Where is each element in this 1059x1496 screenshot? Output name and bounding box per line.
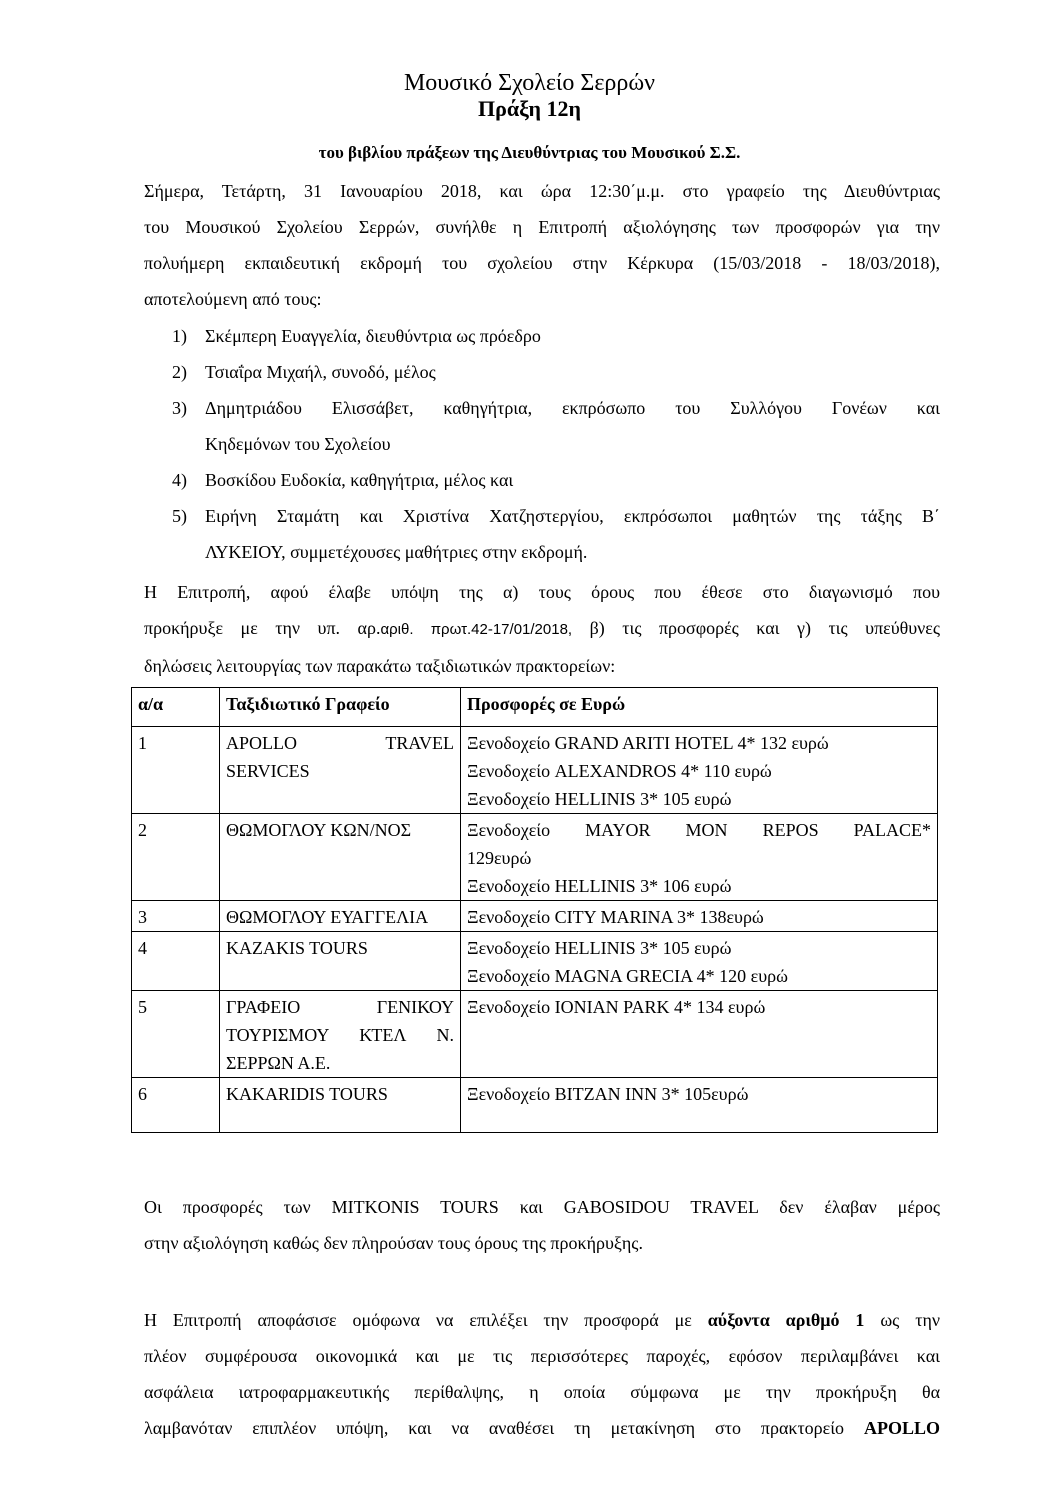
school-title: Μουσικό Σχολείο Σερρών <box>403 70 656 96</box>
agency-name: KAKARIDIS TOURS <box>220 1078 461 1133</box>
committee-line-text: β) τις προσφορές και γ) τις υπεύθυνες <box>572 618 940 638</box>
row-number: 5 <box>132 991 220 1078</box>
act-subtitle: του βιβλίου πράξεων της Διευθύντριας του Μουσικού Σ.Σ. <box>318 143 741 162</box>
row-number: 4 <box>132 932 220 991</box>
column-header: Προσφορές σε Ευρώ <box>461 688 938 727</box>
offers-cell <box>461 932 938 991</box>
list-item-text: Δημητριάδου Ελισσάβετ, καθηγήτρια, εκπρόσωπο του Συλλόγου Γονέων και <box>205 398 940 418</box>
list-item <box>172 354 940 390</box>
selected-agency: APOLLO <box>863 1418 940 1438</box>
agency-name: ΓΡΑΦΕΙΟ ΓΕΝΙΚΟΥ ΤΟΥΡΙΣΜΟΥ ΚΤΕΛ Ν. ΣΕΡΡΩΝ Α.Ε. <box>220 991 461 1078</box>
offer-item: Ξενοδοχείο HELLINIS 3* 106 ευρώ <box>467 876 732 896</box>
table-row <box>132 727 938 814</box>
list-item-text: Τσιαΐρα Μιχαήλ, συνοδό, μέλος <box>205 362 436 382</box>
table-row <box>132 991 938 1078</box>
list-item-text: Βοσκίδου Ευδοκία, καθηγήτρια, μέλος και <box>205 470 514 490</box>
row-number: 6 <box>132 1078 220 1133</box>
row-number: 3 <box>132 901 220 932</box>
decision-line: ασφάλεια ιατροφαρμακευτικής περίθαλψης, η οποία σύμφωνα με την προκήρυξη θα <box>144 1382 940 1402</box>
list-item-text: Σκέμπερη Ευαγγελία, διευθύντρια ως πρόεδρο <box>205 326 541 346</box>
offer-item: 129ευρώ <box>467 848 532 868</box>
committee-line: δηλώσεις λειτουργίας των παρακάτω ταξιδιωτικών πρακτορείων: <box>144 656 616 676</box>
intro-line: αποτελούμενη από τους: <box>144 289 322 309</box>
list-item-number: 1) <box>172 326 187 346</box>
intro-line: του Μουσικού Σχολείου Σερρών, συνήλθε η Επιτροπή αξιολόγησης των προσφορών για την <box>144 217 940 237</box>
list-item-text: ΛΥΚΕΙΟΥ, συμμετέχουσες μαθήτριες στην εκδρομή. <box>205 542 588 562</box>
offers-cell <box>461 727 938 814</box>
excluded-line: Οι προσφορές των MITKONIS TOURS και GABOSIDOU TRAVEL δεν έλαβαν μέρος <box>144 1197 940 1217</box>
table-row <box>132 1078 938 1133</box>
offer-item: Ξενοδοχείο IONIAN PARK 4* 134 ευρώ <box>467 997 766 1017</box>
intro-line: Σήμερα, Τετάρτη, 31 Ιανουαρίου 2018, και ώρα 12:30΄μ.μ. στο γραφείο της Διευθύντριας <box>144 181 940 201</box>
row-number: 1 <box>132 727 220 814</box>
offer-item: Ξενοδοχείο MAGNA GRECIA 4* 120 ευρώ <box>467 966 788 986</box>
offer-item: Ξενοδοχείο BITZAN INN 3* 105ευρώ <box>467 1084 749 1104</box>
table-header-row <box>132 688 938 727</box>
offer-item: Ξενοδοχείο HELLINIS 3* 105 ευρώ <box>467 938 732 958</box>
list-item-number: 2) <box>172 362 187 382</box>
agency-name: KAZAKIS TOURS <box>220 932 461 991</box>
offer-item: Ξενοδοχείο GRAND ARITI HOTEL 4* 132 ευρώ <box>467 733 829 753</box>
committee-paragraph <box>144 574 940 684</box>
table-row <box>132 814 938 901</box>
offers-cell <box>461 991 938 1078</box>
agency-name: ΘΩΜΟΓΛΟΥ ΕΥΑΓΓΕΛΙΑ <box>220 901 461 932</box>
agency-name: APOLLO TRAVEL SERVICES <box>220 727 461 814</box>
intro-line: πολυήμερη εκπαιδευτική εκδρομή του σχολείου στην Κέρκυρα (15/03/2018 - 18/03/2018), <box>144 253 940 273</box>
decision-line-text: Η Επιτροπή αποφάσισε ομόφωνα να επιλέξει την προσφορά με <box>144 1310 708 1330</box>
row-number: 2 <box>132 814 220 901</box>
offer-item: Ξενοδοχείο HELLINIS 3* 105 ευρώ <box>467 789 732 809</box>
decision-line <box>144 1302 940 1338</box>
column-header: α/α <box>132 688 220 727</box>
excluded-paragraph <box>144 1189 940 1261</box>
decision-line-text: ως την <box>864 1310 940 1330</box>
decision-line: πλέον συμφέρουσα οικονομικά και με τις περισσότερες παροχές, εφόσον περιλαμβάνει και <box>144 1346 940 1366</box>
offers-table <box>131 687 938 1133</box>
intro-paragraph <box>144 173 940 317</box>
list-item <box>172 462 940 498</box>
offer-item: Ξενοδοχείο CITY MARINA 3* 138ευρώ <box>467 907 764 927</box>
list-item-text: Κηδεμόνων του Σχολείου <box>205 434 391 454</box>
act-title: Πράξη 12η <box>478 96 581 121</box>
list-item <box>172 318 940 354</box>
table-row <box>132 932 938 991</box>
committee-members-list <box>172 318 940 570</box>
list-item-number: 4) <box>172 470 187 490</box>
protocol-reference: αριθ. πρωτ.42-17/01/2018, <box>380 621 573 638</box>
column-header: Ταξιδιωτικό Γραφείο <box>220 688 461 727</box>
offers-cell <box>461 901 938 932</box>
table-row <box>132 901 938 932</box>
list-item <box>172 498 940 570</box>
list-item <box>172 390 940 462</box>
agency-name: ΘΩΜΟΓΛΟΥ ΚΩΝ/ΝΟΣ <box>220 814 461 901</box>
decision-line <box>144 1410 940 1446</box>
offers-cell <box>461 814 938 901</box>
list-item-text: Ειρήνη Σταμάτη και Χριστίνα Χατζηστεργίου, εκπρόσωποι μαθητών της τάξης Β΄ <box>205 506 940 526</box>
offer-item: Ξενοδοχείο MAYOR MON REPOS PALACE* <box>467 820 931 840</box>
committee-line: Η Επιτροπή, αφού έλαβε υπόψη της α) τους όρους που έθεσε στο διαγωνισμό που <box>144 582 940 602</box>
excluded-line: στην αξιολόγηση καθώς δεν πληρούσαν τους όρους της προκήρυξης. <box>144 1233 643 1253</box>
offer-item: Ξενοδοχείο ALEXANDROS 4* 110 ευρώ <box>467 761 772 781</box>
selected-offer-number: αύξοντα αριθμό 1 <box>707 1310 865 1330</box>
offers-cell <box>461 1078 938 1133</box>
list-item-number: 5) <box>172 506 187 526</box>
decision-paragraph <box>144 1302 940 1446</box>
committee-line <box>144 610 940 648</box>
decision-line-text: λαμβανόταν επιπλέον υπόψη, και να αναθέσει τη μετακίνηση στο πρακτορείο <box>144 1418 864 1438</box>
committee-line-text: προκήρυξε με την υπ. αρ. <box>144 618 381 638</box>
list-item-number: 3) <box>172 398 187 418</box>
